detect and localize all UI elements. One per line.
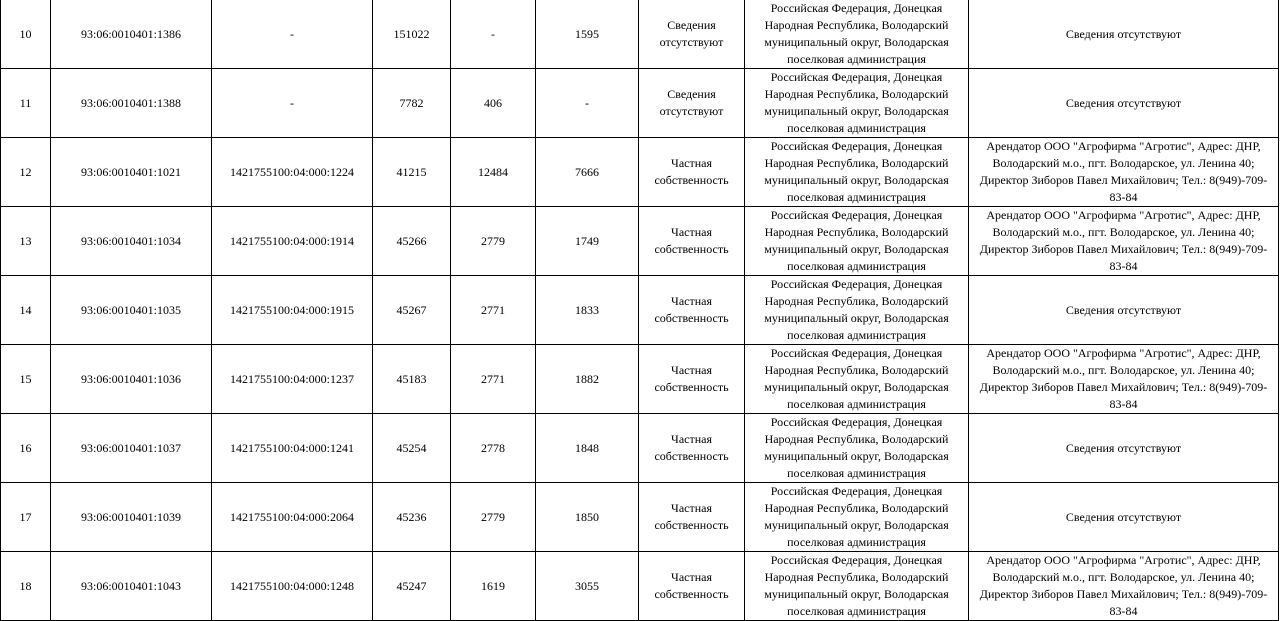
old-cadastral-number-cell: 1421755100:04:000:1914 — [212, 207, 373, 276]
old-cadastral-number-cell: 1421755100:04:000:1237 — [212, 345, 373, 414]
location-cell: Российская Федерация, Донецкая Народная Республика, Володарский муниципальный округ, Володарская поселковая администрация — [745, 483, 969, 552]
ownership-cell: Частная собственность — [639, 414, 745, 483]
value-2-cell: 2771 — [451, 276, 536, 345]
cadastral-number-cell: 93:06:0010401:1386 — [51, 0, 212, 69]
ownership-cell: Сведения отсутствуют — [639, 69, 745, 138]
value-3-cell: 1850 — [536, 483, 639, 552]
table-row — [1, 138, 1279, 207]
tenant-cell: Сведения отсутствуют — [969, 276, 1279, 345]
value-1-cell: 45254 — [373, 414, 451, 483]
table-row — [1, 276, 1279, 345]
row-number-cell: 11 — [1, 69, 51, 138]
value-2-cell: 2779 — [451, 483, 536, 552]
old-cadastral-number-cell: - — [212, 69, 373, 138]
row-number-cell: 14 — [1, 276, 51, 345]
value-2-cell: 406 — [451, 69, 536, 138]
location-cell: Российская Федерация, Донецкая Народная Республика, Володарский муниципальный округ, Володарская поселковая администрация — [745, 0, 969, 69]
value-1-cell: 45266 — [373, 207, 451, 276]
value-1-cell: 7782 — [373, 69, 451, 138]
value-2-cell: 2778 — [451, 414, 536, 483]
row-number-cell: 17 — [1, 483, 51, 552]
ownership-cell: Частная собственность — [639, 138, 745, 207]
location-cell: Российская Федерация, Донецкая Народная Республика, Володарский муниципальный округ, Володарская поселковая администрация — [745, 69, 969, 138]
cadastral-number-cell: 93:06:0010401:1034 — [51, 207, 212, 276]
table-row — [1, 483, 1279, 552]
row-number-cell: 15 — [1, 345, 51, 414]
table-body — [1, 0, 1279, 621]
value-3-cell: 1749 — [536, 207, 639, 276]
value-1-cell: 41215 — [373, 138, 451, 207]
ownership-cell: Сведения отсутствуют — [639, 0, 745, 69]
ownership-cell: Частная собственность — [639, 483, 745, 552]
tenant-cell: Арендатор ООО "Агрофирма "Агротис", Адрес: ДНР, Володарский м.о., пгт. Володарское, ул. Ленина 40; Директор Зиборов Павел Михайлович; Тел.: 8(949)-709-83-84 — [969, 552, 1279, 621]
location-cell: Российская Федерация, Донецкая Народная Республика, Володарский муниципальный округ, Володарская поселковая администрация — [745, 138, 969, 207]
cadastral-number-cell: 93:06:0010401:1021 — [51, 138, 212, 207]
location-cell: Российская Федерация, Донецкая Народная Республика, Володарский муниципальный округ, Володарская поселковая администрация — [745, 207, 969, 276]
value-3-cell: 7666 — [536, 138, 639, 207]
tenant-cell: Сведения отсутствуют — [969, 69, 1279, 138]
tenant-cell: Сведения отсутствуют — [969, 0, 1279, 69]
value-1-cell: 45183 — [373, 345, 451, 414]
value-3-cell: 1882 — [536, 345, 639, 414]
value-2-cell: 2771 — [451, 345, 536, 414]
value-2-cell: 2779 — [451, 207, 536, 276]
value-3-cell: 1595 — [536, 0, 639, 69]
ownership-cell: Частная собственность — [639, 207, 745, 276]
ownership-cell: Частная собственность — [639, 552, 745, 621]
value-2-cell: - — [451, 0, 536, 69]
value-2-cell: 1619 — [451, 552, 536, 621]
old-cadastral-number-cell: - — [212, 0, 373, 69]
ownership-cell: Частная собственность — [639, 345, 745, 414]
cadastral-number-cell: 93:06:0010401:1035 — [51, 276, 212, 345]
value-1-cell: 151022 — [373, 0, 451, 69]
row-number-cell: 18 — [1, 552, 51, 621]
tenant-cell: Арендатор ООО "Агрофирма "Агротис", Адрес: ДНР, Володарский м.о., пгт. Володарское, ул. Ленина 40; Директор Зиборов Павел Михайлович; Тел.: 8(949)-709-83-84 — [969, 345, 1279, 414]
cadastral-number-cell: 93:06:0010401:1388 — [51, 69, 212, 138]
value-3-cell: 3055 — [536, 552, 639, 621]
tenant-cell: Арендатор ООО "Агрофирма "Агротис", Адрес: ДНР, Володарский м.о., пгт. Володарское, ул. Ленина 40; Директор Зиборов Павел Михайлович; Тел.: 8(949)-709-83-84 — [969, 207, 1279, 276]
cadastral-number-cell: 93:06:0010401:1037 — [51, 414, 212, 483]
value-3-cell: 1848 — [536, 414, 639, 483]
value-3-cell: 1833 — [536, 276, 639, 345]
cadastral-number-cell: 93:06:0010401:1036 — [51, 345, 212, 414]
tenant-cell: Сведения отсутствуют — [969, 483, 1279, 552]
tenant-cell: Сведения отсутствуют — [969, 414, 1279, 483]
cadastral-number-cell: 93:06:0010401:1043 — [51, 552, 212, 621]
table-row — [1, 69, 1279, 138]
value-1-cell: 45236 — [373, 483, 451, 552]
location-cell: Российская Федерация, Донецкая Народная Республика, Володарский муниципальный округ, Володарская поселковая администрация — [745, 345, 969, 414]
old-cadastral-number-cell: 1421755100:04:000:1224 — [212, 138, 373, 207]
row-number-cell: 16 — [1, 414, 51, 483]
old-cadastral-number-cell: 1421755100:04:000:1241 — [212, 414, 373, 483]
row-number-cell: 10 — [1, 0, 51, 69]
location-cell: Российская Федерация, Донецкая Народная Республика, Володарский муниципальный округ, Володарская поселковая администрация — [745, 414, 969, 483]
row-number-cell: 12 — [1, 138, 51, 207]
value-2-cell: 12484 — [451, 138, 536, 207]
ownership-cell: Частная собственность — [639, 276, 745, 345]
old-cadastral-number-cell: 1421755100:04:000:1248 — [212, 552, 373, 621]
table-row — [1, 414, 1279, 483]
table-row — [1, 207, 1279, 276]
location-cell: Российская Федерация, Донецкая Народная Республика, Володарский муниципальный округ, Володарская поселковая администрация — [745, 276, 969, 345]
table-row — [1, 345, 1279, 414]
table-row — [1, 0, 1279, 69]
old-cadastral-number-cell: 1421755100:04:000:2064 — [212, 483, 373, 552]
value-1-cell: 45267 — [373, 276, 451, 345]
value-3-cell: - — [536, 69, 639, 138]
value-1-cell: 45247 — [373, 552, 451, 621]
old-cadastral-number-cell: 1421755100:04:000:1915 — [212, 276, 373, 345]
location-cell: Российская Федерация, Донецкая Народная Республика, Володарский муниципальный округ, Володарская поселковая администрация — [745, 552, 969, 621]
cadastral-number-cell: 93:06:0010401:1039 — [51, 483, 212, 552]
tenant-cell: Арендатор ООО "Агрофирма "Агротис", Адрес: ДНР, Володарский м.о., пгт. Володарское, ул. Ленина 40; Директор Зиборов Павел Михайлович; Тел.: 8(949)-709-83-84 — [969, 138, 1279, 207]
row-number-cell: 13 — [1, 207, 51, 276]
table-row — [1, 552, 1279, 621]
